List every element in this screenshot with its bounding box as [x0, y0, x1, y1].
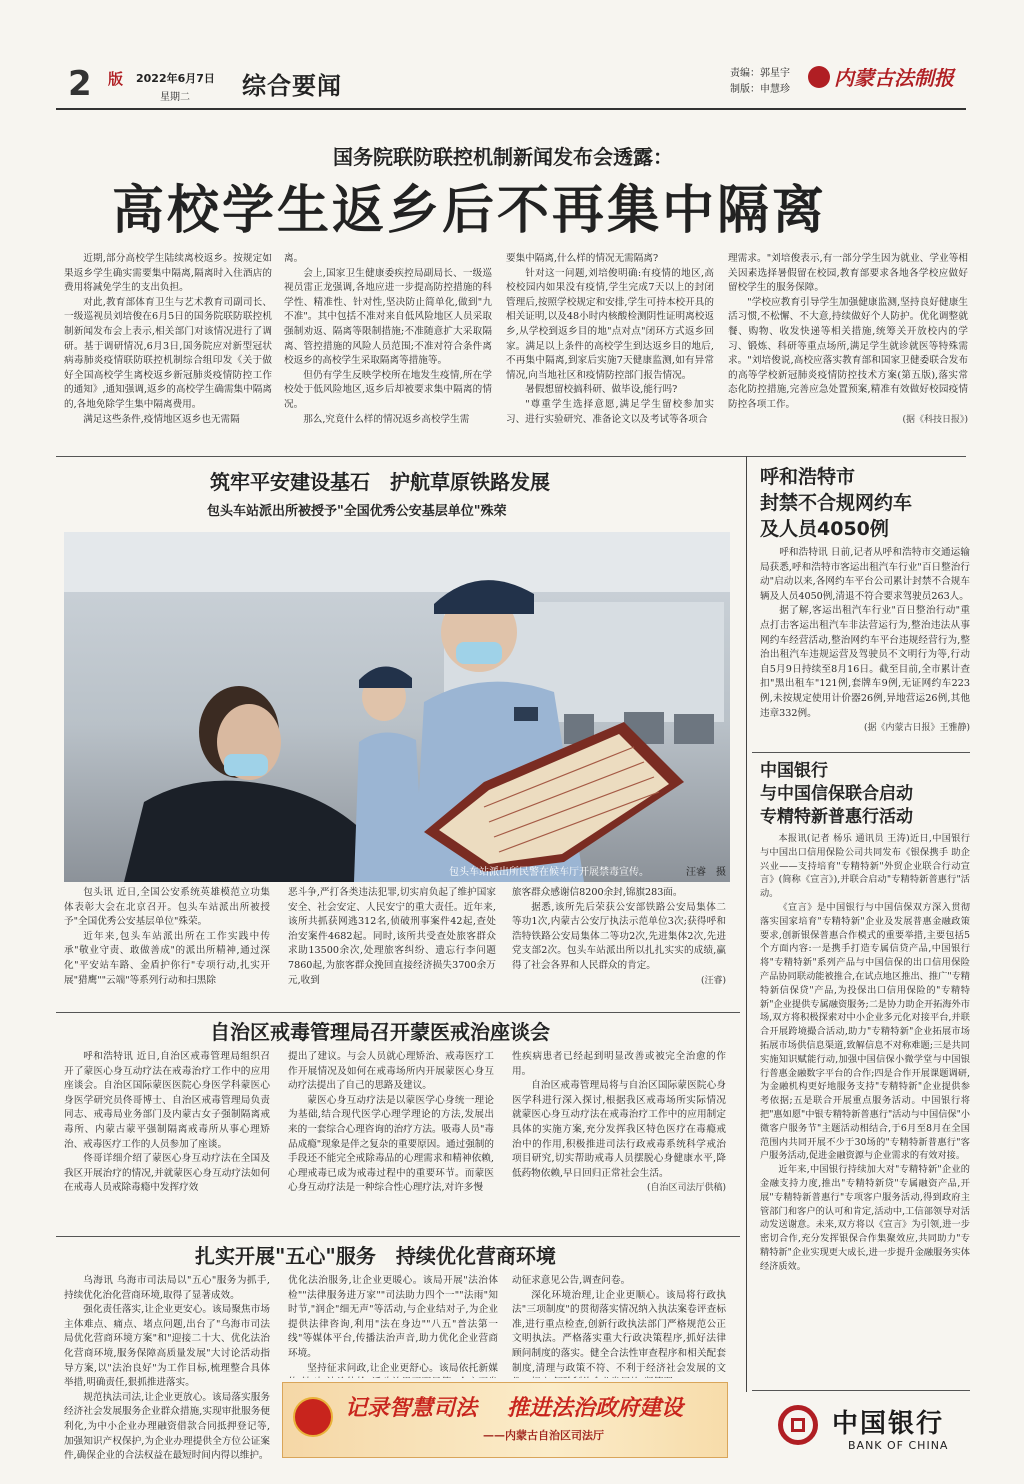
drug-column-2 — [288, 1050, 494, 1230]
rail-source: (汪睿) — [700, 975, 726, 986]
railway-headline: 筑牢平安建设基石 护航草原铁路发展 — [210, 470, 550, 494]
railway-photo — [64, 532, 730, 882]
drug-c2-p2: 蒙医心身互动疗法是以蒙医学心身统一理论为基础,结合现代医学心理学理论的方法,发展出来的一套综合心理咨询的治疗方法。吸毒人员"毒品成瘾"现象是伴之复杂的重要原因。通过强制的手段还不能完全戒除毒品的心理需求和精神依赖,心理戒毒已成为戒毒过程中的重要环节。而蒙医心身互动疗法是一种综合性心理疗法,对许多慢 — [288, 1094, 494, 1194]
drug-column-1 — [64, 1050, 270, 1230]
sidebar1-headline-line3: 及人员4050例 — [760, 518, 889, 540]
lead-column-4 — [728, 252, 968, 472]
drug-c3-p2: 自治区戒毒管理局将与自治区国际蒙医院心身医学科进行深入探讨,根据我区戒毒场所实际情况就蒙医心身互动疗法在戒毒治疗工作中的应用制定具体的实施方案,充分发挥我区特色医疗在毒瘾戒治中的作用,积极推进司法行政戒毒系统科学戒治项目研究,切实帮助戒毒人员摆脱心身健康水平,降低药物依赖,早日回归正常社会生活。 — [512, 1080, 726, 1179]
lead-c2-p2: 会上,国家卫生健康委疾控局副局长、一级巡视员雷正龙强调,各地应进一步提高防控措施的科学性、精准性、针对性,坚决防止简单化,做到"九不准"。其中包括不准对来自低风险地区人员采取强制劝返、隔离等限制措施;不准随意扩大采取隔离、管控措施的风险人员范围;不准对符合条件离校返乡的高校学生采取隔离等措施等。 — [284, 267, 492, 367]
sidebar-divider — [746, 456, 747, 1392]
drug-source: (自治区司法厅供稿) — [646, 1183, 726, 1194]
sidebar2-headline — [760, 760, 970, 829]
lead-c3-p1: 要集中隔离,什么样的情况无需隔离? — [506, 253, 659, 264]
page-header — [56, 60, 966, 108]
lead-c3-p4: "尊重学生选择意愿,满足学生留校参加实习、进行实验研究、准备论文以及考试等各项合 — [506, 398, 714, 425]
sidebar2-body — [760, 832, 970, 1384]
sidebar1-bottom-rule — [752, 752, 970, 753]
page-label: 版 — [108, 70, 124, 88]
banner-subline: ——内蒙古自治区司法厅 — [483, 1429, 604, 1442]
lead-c2-p3: 但仍有学生反映学校所在地发生疫情,所在学校处于低风险地区,返乡后却被要求集中隔离的情况。 — [284, 369, 492, 410]
biz-c1-p2: 强化责任落实,让企业更安心。该局聚焦市场主体难点、痛点、堵点问题,出台了"乌海市司法局优化营商环境方案"和"迎接二十大、优化法治化营商环境,服务保障高质量发展"大讨论活动指导方案,以"法治良好"为工作目标,梳理整合具体举措,明确责任,狠抓推进落实。 — [64, 1304, 270, 1389]
bank-of-china-logo-icon — [778, 1405, 818, 1445]
lead-c3-p3: 暑假想留校搞科研、做毕设,能行吗? — [525, 384, 678, 396]
sidebar1-headline-line1: 呼和浩特市 — [760, 466, 856, 488]
business-column-2 — [288, 1274, 498, 1378]
lead-column-2 — [284, 252, 492, 472]
newspaper-name: 内蒙古法制报 — [834, 66, 954, 90]
sidebar2-headline-line1: 中国银行 — [760, 761, 828, 781]
drug-c1-p2: 佟哥详细介绍了蒙医心身互动疗法在全国及我区开展治疗的情况,并就蒙医心身互动疗法如何在戒毒人员戒除毒瘾中发挥疗效 — [64, 1153, 270, 1194]
lead-c2-p4: 那么,究竟什么样的情况返乡高校学生需 — [303, 413, 470, 425]
photo-caption: 包头车站派出所民警在候车厅开展禁毒宣传。 — [449, 867, 649, 878]
lead-kicker: 国务院联防联控机制新闻发布会透露： — [333, 145, 673, 169]
lead-c1-p1: 近期,部分高校学生陆续离校返乡。按规定如果返乡学生确实需要集中隔离,隔离时入住酒店的费用将减免学生的支出负担。 — [64, 253, 272, 294]
newspaper-logo — [808, 62, 954, 91]
sidebar2-p1: 本报讯(记者 杨乐 通讯员 王涛)近日,中国银行与中国出口信用保险公司共同发布《银保携手 助企兴业——支持培育"专精特新"外贸企业联合行动宣言》(简称《宣言》),并联合启动"专精特新普惠行"活动。 — [760, 833, 970, 900]
lead-column-1 — [64, 252, 272, 472]
sidebar2-p2: 《宣言》是中国银行与中国信保双方深入贯彻落实国家培育"专精特新"企业及发展普惠金融政策要求,创新银保普惠合作模式的重要举措,主要包括5个方面内容:一是携手打造专属信贷产品,中国银行将"专精特新"系列产品与中国信保的出口信用保险产品协同联动能被推合,在试点地区推出、推广"专精特新信保贷"产品,为投保出口信用保险的"专精特新"企业提供专属融资服务;二是协力助企开拓海外市场,双方将积极探索对中小企业多元化对接平台,并联合开展跨境撮合活动,助力"专精特新"企业拓展市场拓展市场供信息渠道,致解信息不对称难题;三是共同实施知识赋能行动,加强中国信保小微学堂与中国银行普惠金融数字平台的合作;四是合作开展课题调研,为金融机构更好地服务支持"专精特新"企业提供参考依据;五是联合开展重点服务活动。中国银行将把"惠如愿"中银专精特新普惠行"活动与中国信保"小微客户服务节"主题活动相结合,于6月至8月在全国范围内共同开展不少于30场的"专精特新普惠行"客户服务活动,促进金融资源与企业需求的有效对接。 — [760, 901, 970, 1162]
newspaper-logo-icon — [808, 66, 830, 88]
railway-column-3 — [512, 886, 726, 1008]
sidebar1-p1: 呼和浩特讯 日前,记者从呼和浩特市交通运输局获悉,呼和浩特市客运出租汽车行业"百日整治行动"启动以来,各网约车平台公司累计封禁不合规车辆及人员4050例,清退不符合要求驾驶员263人。 — [760, 547, 970, 602]
railway-subhead: 包头车站派出所被授予"全国优秀公安基层单位"殊荣 — [207, 504, 507, 519]
lead-c4-p1: 理需求。"刘培俊表示,有一部分学生因为就业、学业等相关因素选择暑假留在校园,教育部要求各地各学校应做好留校学生的服务保障。 — [728, 253, 968, 294]
police-station-photo — [64, 532, 730, 882]
biz-c3-p1: 动征求意见公告,调查问卷。 — [512, 1275, 631, 1286]
drug-bottom-rule — [56, 1236, 740, 1237]
biz-c1-p1: 乌海讯 乌海市司法局以"五心"服务为抓手,持续优化治化营商环境,取得了显著成效。 — [64, 1275, 270, 1301]
biz-c2-p2: 坚持征求问政,让企业更舒心。该局依托新媒 — [307, 1362, 498, 1374]
business-headline: 扎实开展"五心"服务 持续优化营商环境 — [195, 1244, 556, 1268]
bank-name-en: BANK OF CHINA — [848, 1439, 949, 1452]
lead-c2-p1: 离。 — [284, 253, 304, 264]
rail-c1-p1: 包头讯 近日,全国公安系统英雄模范立功集体表彰大会在北京召开。包头车站派出所被授予"全国优秀公安基层单位"殊荣。 — [64, 887, 270, 928]
drug-headline: 自治区戒毒管理局召开蒙医戒治座谈会 — [210, 1020, 550, 1044]
sidebar2-headline-line2: 与中国信保联合启动 — [760, 784, 913, 804]
banner-slogan-1: 记录智慧司法 — [345, 1396, 478, 1421]
drug-c3-p1: 性疾病患者已经起到明显改善或被完全治愈的作用。 — [512, 1051, 726, 1077]
rail-c3-p2: 据悉,该所先后荣获公安部铁路公安局集体二等功1次,内蒙古公安厅执法示范单位3次;获得呼和浩特铁路公安局集体二等功2次,先进集体2次,先进党支部2次。包头车站派出所以扎扎实实的成绩,赢得了社会各界和人民群众的肯定。 — [512, 901, 726, 971]
biz-c1-p3: 规范执法司法,让企业更放心。该局落实服务经济社会发展服务企业群众措施,实现审批服务便利化,为中小企业办理融资借款合同抵押登记等,加强知识产权保护,为企业办理提供全方位公证案件,确保企业的合法权益在最短时间内得以维护。 — [64, 1391, 270, 1462]
lead-c1-p2: 对此,教育部体育卫生与艺术教育司副司长、一级巡视员刘培俊在6月5日的国务院联防联控机制新闻发布会上表示,相关部门对该情况进行了调研。基于调研情况,6月3日,国务院应对新型冠状病毒肺炎疫情联防联控机制综合组印发《关于做好全国高校学生离校返乡新冠肺炎疫情防控工作的通知》,通知强调,返乡的高校学生确需集中隔离的,各地免除学生集中隔离费用。 — [64, 296, 272, 410]
section-title: 综合要闻 — [242, 72, 342, 100]
law-banner — [282, 1382, 728, 1458]
sidebar1-headline — [760, 464, 970, 542]
drug-column-3 — [512, 1050, 726, 1230]
lead-bottom-rule — [56, 456, 966, 457]
producer-credit: 制版：申慧珍 — [730, 84, 790, 95]
business-column-1 — [64, 1274, 270, 1474]
drug-c1-p1: 呼和浩特讯 近日,自治区戒毒管理局组织召开了蒙医心身互动疗法在戒毒治疗工作中的应用座谈会。自治区国际蒙医医院心身医学科蒙医心身医学研究员佟哥博士、自治区戒毒管理局负责同志、戒毒局业务部门及内蒙古女子强制隔离戒毒所、内蒙古蒙平强制隔离戒毒所从事心理矫治、戒毒医疗工作的人员参加了座谈。 — [64, 1051, 270, 1150]
sidebar1-source: (据《内蒙古日报》王雅静) — [863, 723, 970, 734]
banner-slogan-2: 推进法治政府建设 — [507, 1396, 684, 1421]
bank-name-cn: 中国银行 — [832, 1409, 945, 1439]
sidebar1-p2: 据了解,客运出租汽车行业"百日整治行动"重点打击客运出租汽车非法营运行为,整治违法从事网约车经营活动,整治网约车平台违规经营行为,整治出租汽车违规运营及驾驶员不文明行为等,行动自5月9日持续至8月16日。截至目前,全市累计查扣"黑出租车"121例,套牌车9例,无证网约车223例,未按规定使用计价器26例,异地营运26例,其他违章332例。 — [760, 605, 970, 719]
drug-c2-p1: 提出了建议。与会人员就心理矫治、戒毒医疗工作开展情况及如何在戒毒场所内开展蒙医心身互动疗法提出了自己的思路及建议。 — [288, 1051, 494, 1092]
biz-c3-p2: 深化环境治理,让企业更顺心。该局将行政执法"三项制度"的贯彻落实情况纳入执法案卷评查标准,进行重点检查,创新行政执法部门严格规范公正文明执法。严格落实重大行政决策程序,抓好法律顾问制度的落实。健全合法性审查程序和相关配套制度,清理与政策不符、不利于经济社会发展的文 — [512, 1289, 726, 1374]
railway-bottom-rule — [56, 1012, 740, 1013]
lead-c3-p2: 针对这一问题,刘培俊明确:有疫情的地区,高校校园内如果没有疫情,学生完成7天以上的封闭管理后,按照学校规定和安排,学生可持本校开具的相关证明,以及48小时内核酸检测阴性证明离校返乡,从学校到返乡目的地"点对点"闭环方式返乡回家。满足以上条件的高校学生到达返乡目的地后,不再集中隔离,到家后实施7天健康监测,如有异常情况,向当地社区和疫情防控部门报告情况。 — [506, 267, 714, 381]
issue-date: 2022年6月7日 — [136, 72, 215, 85]
rail-c3-p1: 旅客群众感谢信8200余封,锦旗283面。 — [512, 887, 683, 898]
lead-source: (据《科技日报》) — [902, 414, 968, 425]
lead-column-3 — [506, 252, 714, 472]
sidebar2-p3: 近年来,中国银行持续加大对"专精特新"企业的金融支持力度,推出"专精特新贷"专属融资产品,开展"专精特新普惠行"专项客户服务活动,得到政府主管部门和客户的认可和肯定,活动中,工信部领导对活动发送谢意。未来,双方将以《宣言》为引领,进一步密切合作,充分发挥银保合作集聚效应,共同助力"专精特新"企业实现更大成长,进一步提升金融服务实体经济质效。 — [760, 1164, 970, 1272]
header-rule — [56, 108, 966, 110]
page-number: 2 — [68, 64, 92, 104]
bank-ad — [752, 1390, 970, 1466]
photo-credit: 汪睿 摄 — [686, 867, 726, 878]
business-column-3 — [512, 1274, 726, 1378]
editor-credit: 责编：郭星宇 — [730, 68, 790, 79]
railway-column-1 — [64, 886, 270, 1008]
sidebar2-headline-line3: 专精特新普惠行活动 — [760, 807, 913, 827]
lead-c4-p2: "学校应教育引导学生加强健康监测,坚持良好健康生活习惯,不松懈、不大意,持续做好个人防护。优化调整就餐、购物、收发快递等相关措施,统筹关开放校内的学习、锻炼、科研等重点场所,满足学生就诊就医等特殊需求。"刘培俊说,高校应落实教育部和国家卫健委联合发布的高等学校新冠肺炎疫情防控技术方案(第五版),落实常态化防控措施,完善应急处置预案,精准有效做好校园疫情防控各项工作。 — [728, 296, 968, 410]
rail-c1-p2: 近年来,包头车站派出所在工作实践中传承"敬业守责、敢做善成"的派出所精神,通过深化"平安站车路、金盾护你行"专项行动,扎实开展"猎鹰""云端"等系列行动和扫黑除 — [64, 930, 270, 986]
party-emblem-icon — [293, 1397, 333, 1437]
lead-c1-p3: 满足这些条件,疫情地区返乡也无需隔 — [83, 413, 240, 425]
biz-c2-p1: 优化法治服务,让企业更暖心。该局开展"法治体检""法律服务进万家""司法助力四个一""法雨"知时节,"润企"细无声"等活动,与企业结对子,为企业提供法律咨询,利用"法在身边""八五"普法第一线"等媒体平台,传播法治声音,助力优化企业营商环境。 — [288, 1275, 498, 1359]
issue-weekday: 星期二 — [160, 92, 190, 103]
lead-headline: 高校学生返乡后不再集中隔离 — [112, 180, 828, 241]
sidebar1-body — [760, 546, 970, 742]
rail-c2-p1: 恶斗争,严打各类违法犯罪,切实肩负起了维护国家安全、社会安定、人民安宁的重大责任。近年来,该所共抓获网逃312名,侦破刑事案件42起,查处治安案件4682起。同时,该所共受查处旅客群众求助13500余次,处理旅客纠纷、遗忘行李问题7860起,为旅客群众挽回直接经济损失3700余万元,收到 — [288, 887, 496, 986]
railway-column-2 — [288, 886, 496, 1008]
sidebar1-headline-line2: 封禁不合规网约车 — [760, 492, 913, 514]
